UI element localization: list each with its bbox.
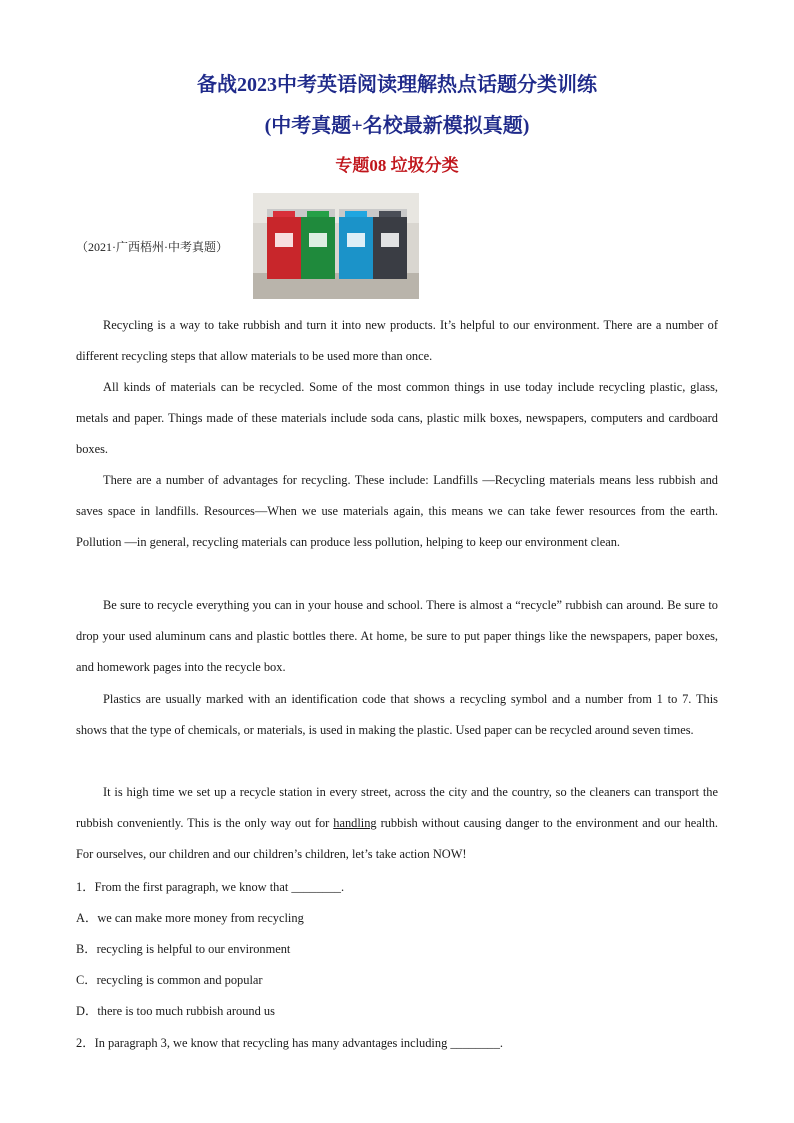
bin-black	[373, 209, 407, 279]
passage-paragraph-1: Recycling is a way to take rubbish and turn it into new products. It’s helpful to our environment. There are a number of different recycling steps that allow materials to be used more than once.	[76, 318, 718, 364]
question-1-option-d: D．there is too much rubbish around us	[76, 1004, 275, 1018]
question-1-option-b: B．recycling is helpful to our environment	[76, 942, 291, 956]
passage-paragraph-2: All kinds of materials can be recycled. Some of the most common things in use today include recycling plastic, glass, metals and paper. Things made of these materials include soda cans, plastic milk boxes, newspapers, computers and cardboard boxes.	[76, 380, 718, 457]
bin-blue	[339, 209, 373, 279]
topic-title: 专题08 垃圾分类	[335, 156, 459, 175]
document-title: 备战2023中考英语阅读理解热点话题分类训练	[197, 74, 597, 96]
question-1-option-a: A．we can make more money from recycling	[76, 911, 304, 925]
passage-paragraph-4: Be sure to recycle everything you can in your house and school. There is almost a “recycle” rubbish can around. Be sure to drop your used aluminum cans and plastic bottles there. At home, be sure to put paper things like the newspapers, paper boxes, and homework pages into the recycle box.	[76, 598, 718, 675]
question-1-stem: 1．From the first paragraph, we know that ________.	[76, 880, 345, 894]
question-source: （2021·广西梧州·中考真题）	[76, 240, 228, 254]
underlined-word: handling	[333, 816, 377, 831]
paragraph-6-text-start: It is high time we set up a recycle station in every street, across the city and the country, so the cleaners can transport the rubbish conveniently. This is the only way out for	[76, 785, 718, 831]
recycling-bins-photo	[253, 193, 419, 299]
document-subtitle: (中考真题+名校最新模拟真题)	[264, 115, 530, 137]
passage-paragraph-6	[76, 777, 718, 871]
bin-green	[301, 209, 335, 279]
question-2-stem: 2．In paragraph 3, we know that recycling has many advantages including ________.	[76, 1036, 504, 1050]
passage-paragraph-3: There are a number of advantages for recycling. These include: Landfills —Recycling materials means less rubbish and saves space in landfills. Resources—When we use materials again, this means we can take fewer resources from the earth. Pollution —in general, recycling materials can produce less pollution, helping to keep our environment clean.	[76, 473, 718, 550]
passage-paragraph-5: Plastics are usually marked with an identification code that shows a recycling symbol and a number from 1 to 7. This shows that the type of chemicals, or materials, is used in making the plastic. Used paper can be recycled around seven times.	[76, 692, 718, 738]
question-1-option-c: C．recycling is common and popular	[76, 973, 263, 987]
bin-red	[267, 209, 301, 279]
paragraph-6-text-end: rubbish without causing danger to the environment and our health. For ourselves, our children and our children’s children, let’s take action NOW!	[76, 816, 718, 862]
